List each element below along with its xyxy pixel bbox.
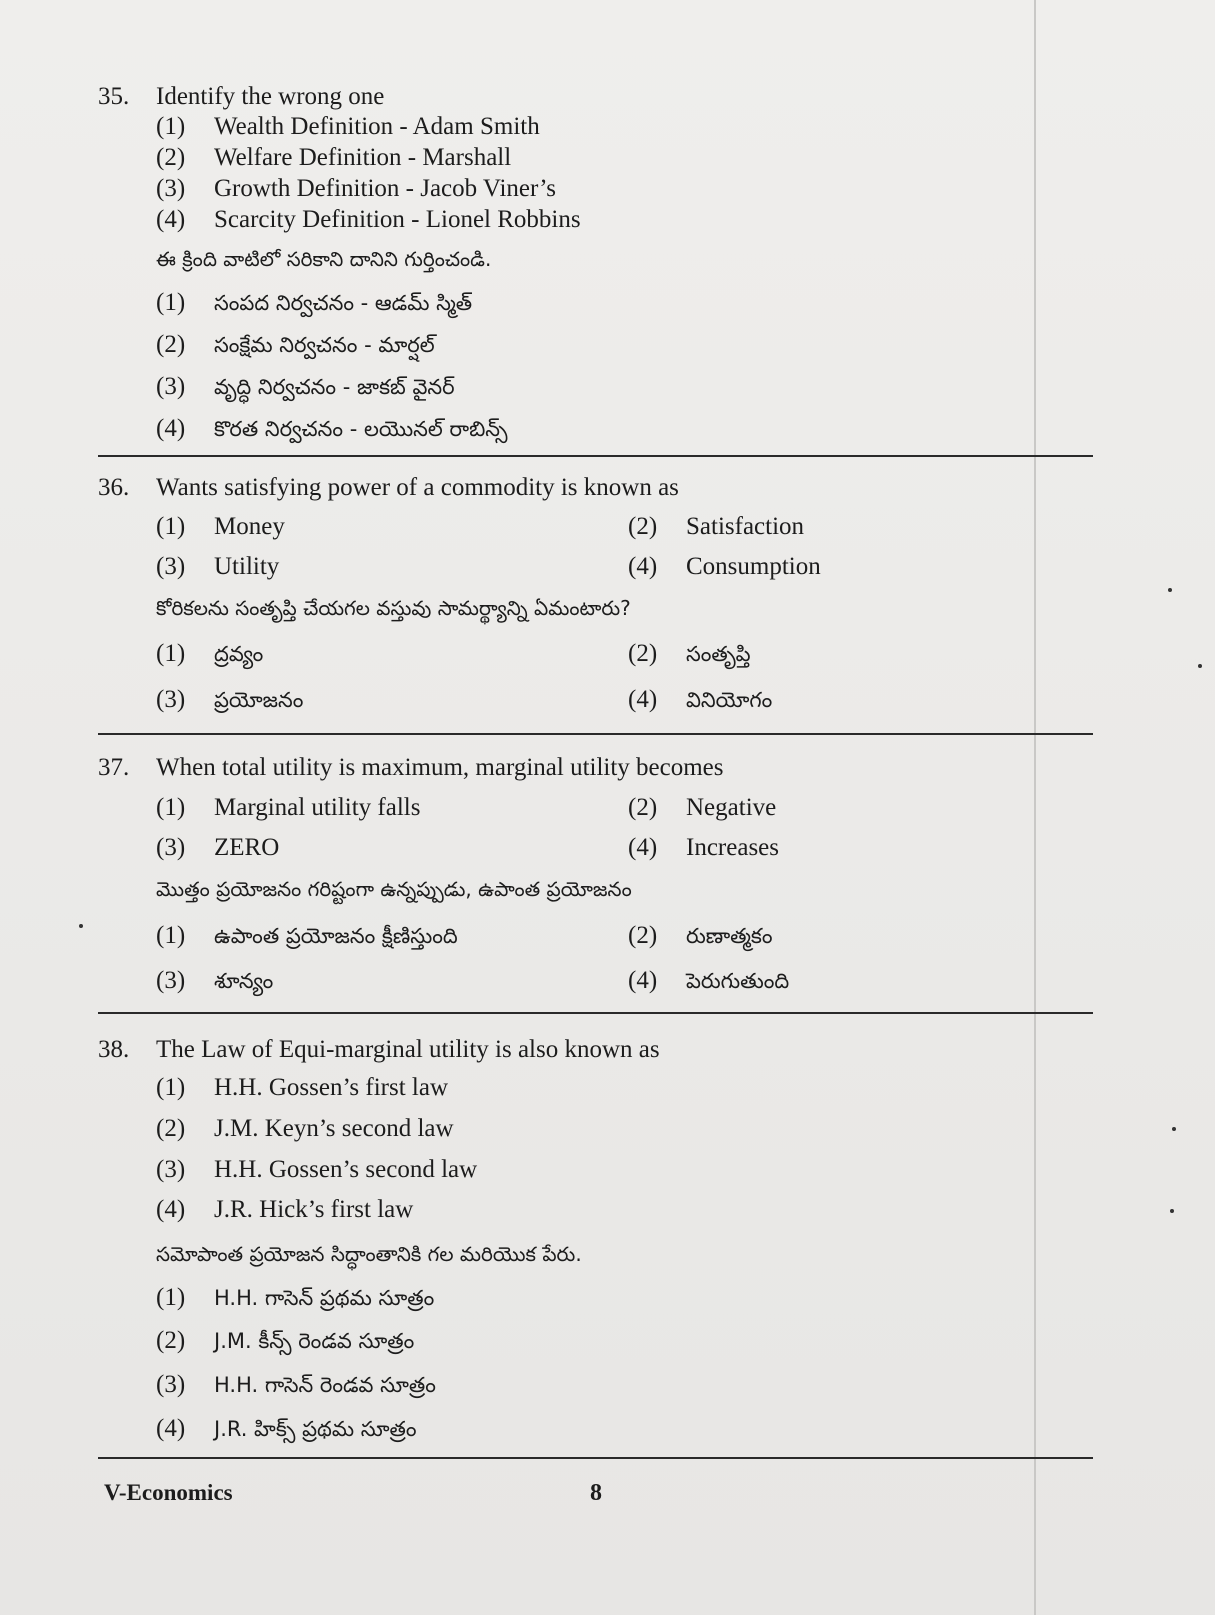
option-number: (4)	[156, 1415, 186, 1442]
option-text: Marginal utility falls	[214, 794, 421, 821]
question-text-telugu: మొత్తం ప్రయోజనం గరిష్టంగా ఉన్నప్పుడు, ఉపాంత ప్రయోజనం	[156, 877, 632, 901]
option	[156, 834, 279, 862]
option-number: (4)	[628, 686, 658, 713]
option-text: కొరత నిర్వచనం - లయొనల్ రాబిన్స్	[214, 417, 508, 441]
option-number: (2)	[628, 640, 658, 667]
option-text: Negative	[686, 794, 777, 821]
question-stem	[98, 82, 1088, 112]
option-text: ZERO	[214, 834, 280, 861]
option-text: J.M. Keyn’s second law	[214, 1115, 454, 1142]
option-text: Growth Definition - Jacob Viner’s	[214, 175, 556, 202]
divider	[98, 1012, 1093, 1014]
option-number: (1)	[156, 289, 186, 316]
question-text: Wants satisfying power of a commodity is known as	[156, 474, 679, 501]
question-number: 36.	[98, 474, 130, 501]
scan-speck	[1172, 1127, 1176, 1131]
option	[628, 834, 779, 862]
option-text: వినియోగం	[686, 688, 773, 712]
question-text: Identify the wrong one	[156, 83, 385, 110]
question-stem	[98, 753, 1088, 783]
option-text: Money	[214, 513, 285, 540]
option	[156, 113, 540, 141]
option-text: ద్రవ్యం	[214, 642, 264, 666]
option-text: H.H. Gossen’s first law	[214, 1074, 449, 1101]
scan-speck	[1168, 588, 1172, 592]
option-number: (3)	[156, 967, 186, 994]
option	[156, 513, 285, 541]
question-35	[98, 82, 1088, 112]
question-text-telugu: సమోపాంత ప్రయోజన సిద్ధాంతానికి గల మరియొక పేరు.	[156, 1242, 582, 1266]
option-telugu	[156, 1415, 416, 1447]
divider	[98, 1457, 1093, 1459]
option-text: Welfare Definition - Marshall	[214, 144, 512, 171]
question-36	[98, 473, 1088, 503]
option-number: (1)	[156, 1284, 186, 1311]
option-number: (1)	[156, 640, 186, 667]
option-telugu	[156, 1371, 436, 1403]
option-telugu	[156, 289, 472, 321]
option-telugu	[156, 331, 435, 363]
option-text: శూన్యం	[214, 969, 274, 993]
option	[628, 794, 776, 822]
option-telugu	[156, 415, 508, 447]
option	[156, 1074, 448, 1102]
option-text: Scarcity Definition - Lionel Robbins	[214, 206, 581, 233]
question-text-telugu: కోరికలను సంతృప్తి చేయగల వస్తువు సామర్థ్యాన్ని ఏమంటారు?	[156, 596, 631, 620]
option-text: J.R. హిక్స్ ప్రథమ సూత్రం	[214, 1417, 417, 1441]
option-telugu	[156, 922, 458, 954]
option-number: (3)	[156, 553, 186, 580]
scan-speck	[1198, 664, 1202, 668]
option-text: H.H. గాసెన్ రెండవ సూత్రం	[214, 1373, 436, 1397]
option-text: Satisfaction	[686, 513, 805, 540]
option-number: (1)	[156, 1074, 186, 1101]
option-text: H.H. గాసెన్ ప్రథమ సూత్రం	[214, 1286, 435, 1310]
option-number: (3)	[156, 373, 186, 400]
footer-subject: V-Economics	[104, 1480, 233, 1505]
scan-speck	[1170, 1209, 1174, 1213]
option-text: ఉపాంత ప్రయోజనం క్షీణిస్తుంది	[214, 924, 458, 948]
option-telugu	[156, 640, 263, 672]
option-number: (4)	[628, 553, 658, 580]
option-number: (2)	[156, 331, 186, 358]
option-telugu	[628, 922, 773, 954]
question-stem	[98, 473, 1088, 503]
option-text: J.R. Hick’s first law	[214, 1196, 414, 1223]
option-text: Utility	[214, 553, 280, 580]
option-telugu	[156, 1284, 434, 1316]
option	[156, 1196, 413, 1224]
question-text-telugu: ఈ క్రింది వాటిలో సరికాని దానిని గుర్తించండి.	[156, 247, 492, 271]
divider	[98, 733, 1093, 735]
option-number: (2)	[156, 144, 186, 171]
option-number: (4)	[628, 967, 658, 994]
option-number: (1)	[156, 513, 186, 540]
option-number: (4)	[156, 1196, 186, 1223]
option-number: (3)	[156, 834, 186, 861]
option-number: (3)	[156, 1156, 186, 1183]
option	[156, 1156, 477, 1184]
page-fold-line	[1034, 0, 1036, 1615]
option-telugu	[628, 967, 789, 999]
option-number: (1)	[156, 922, 186, 949]
option-number: (4)	[628, 834, 658, 861]
option-number: (4)	[156, 415, 186, 442]
option	[156, 1115, 454, 1143]
option-number: (2)	[628, 794, 658, 821]
question-text: When total utility is maximum, marginal utility becomes	[156, 754, 724, 781]
page-number: 8	[590, 1480, 602, 1506]
option-number: (1)	[156, 113, 186, 140]
option-text: పెరుగుతుంది	[686, 969, 790, 993]
question-text: The Law of Equi-marginal utility is also known as	[156, 1036, 660, 1063]
option-text: సంపద నిర్వచనం - ఆడమ్ స్మిత్	[214, 291, 473, 315]
option-number: (1)	[156, 794, 186, 821]
option	[156, 553, 279, 581]
question-37	[98, 753, 1088, 783]
option-text: H.H. Gossen’s second law	[214, 1156, 478, 1183]
option-telugu	[156, 967, 273, 999]
option-text: సంతృప్తి	[686, 642, 751, 666]
option-telugu	[628, 640, 751, 672]
option-text: సంక్షేమ నిర్వచనం - మార్షల్	[214, 333, 435, 357]
option	[156, 175, 556, 203]
option-text: Consumption	[686, 553, 821, 580]
option-number: (2)	[628, 922, 658, 949]
scan-speck	[79, 924, 83, 928]
option-telugu	[628, 686, 772, 718]
option-number: (3)	[156, 1371, 186, 1398]
option-number: (2)	[156, 1327, 186, 1354]
question-38	[98, 1035, 1088, 1065]
divider	[98, 455, 1093, 457]
option	[156, 794, 420, 822]
option-telugu	[156, 373, 455, 405]
option	[628, 513, 804, 541]
question-number: 37.	[98, 754, 130, 781]
option-telugu	[156, 686, 303, 718]
option-text: Increases	[686, 834, 779, 861]
option	[628, 553, 821, 581]
option-telugu	[156, 1327, 414, 1359]
option-text: ప్రయోజనం	[214, 688, 304, 712]
option-text: రుణాత్మకం	[686, 924, 773, 948]
question-number: 35.	[98, 83, 130, 110]
option-text: Wealth Definition - Adam Smith	[214, 113, 540, 140]
option-number: (4)	[156, 206, 186, 233]
option	[156, 144, 511, 172]
question-stem	[98, 1035, 1088, 1065]
option-number: (3)	[156, 175, 186, 202]
option-text: వృద్ధి నిర్వచనం - జాకబ్ వైనర్	[214, 375, 455, 399]
option-text: J.M. కీన్స్ రెండవ సూత్రం	[214, 1329, 415, 1353]
question-number: 38.	[98, 1036, 130, 1063]
option-number: (2)	[628, 513, 658, 540]
option	[156, 206, 581, 234]
option-number: (2)	[156, 1115, 186, 1142]
option-number: (3)	[156, 686, 186, 713]
